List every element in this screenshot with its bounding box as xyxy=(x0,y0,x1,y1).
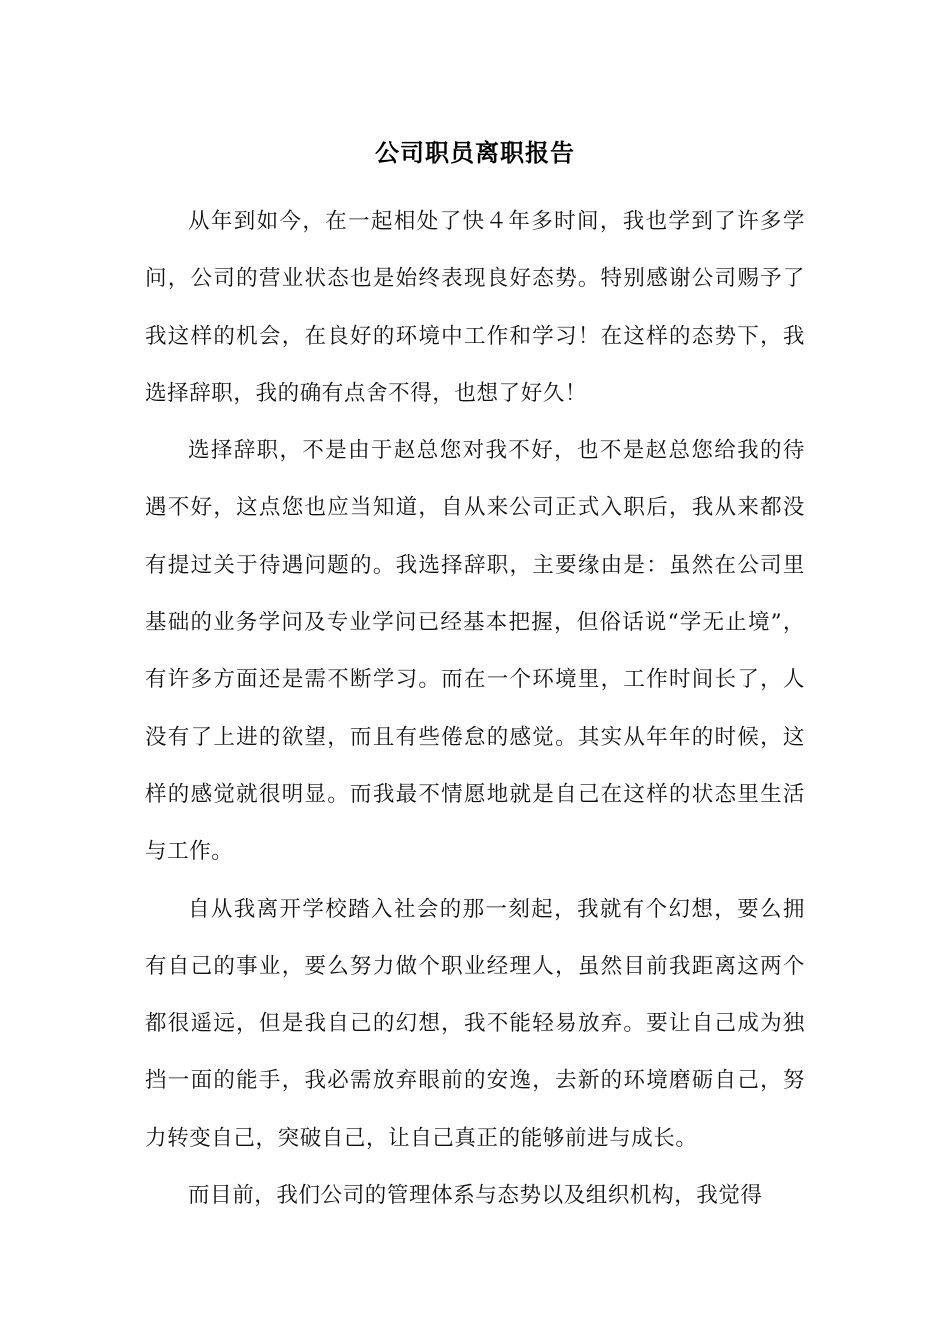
paragraph-3: 自从我离开学校踏入社会的那一刻起，我就有个幻想，要么拥有自己的事业，要么努力做个职业经理人，虽然目前我距离这两个都很遥远，但是我自己的幻想，我不能轻易放弃。要让自己成为独挡一面的能手，我必需放弃眼前的安逸，去新的环境磨砺自己，努力转变自己，突破自己，让自己真正的能够前进与成长。 xyxy=(145,896,805,1151)
document-title: 公司职员离职报告 xyxy=(375,139,575,167)
paragraph-1: 从年到如今，在一起相处了快４年多时间，我也学到了许多学问，公司的营业状态也是始终表现良好态势。特别感谢公司赐予了我这样的机会，在良好的环境中工作和学习！在这样的态势下，我选择辞职，我的确有点舍不得，也想了好久！ xyxy=(145,209,805,406)
paragraph-2: 选择辞职，不是由于赵总您对我不好，也不是赵总您给我的待遇不好，这点您也应当知道，自从来公司正式入职后，我从来都没有提过关于待遇问题的。我选择辞职，主要缘由是：虽然在公司里基础的业务学问及专业学问已经基本把握，但俗话说“学无止境”，有许多方面还是需不断学习。而在一个环境里，工作时间长了，人没有了上进的欲望，而且有些倦怠的感觉。其实从年年的时候，这样的感觉就很明显。而我最不情愿地就是自己在这样的状态里生活与工作。 xyxy=(145,438,805,865)
document-body xyxy=(145,193,805,1224)
paragraph-4: 而目前，我们公司的管理体系与态势以及组织机构，我觉得 xyxy=(188,1183,763,1209)
